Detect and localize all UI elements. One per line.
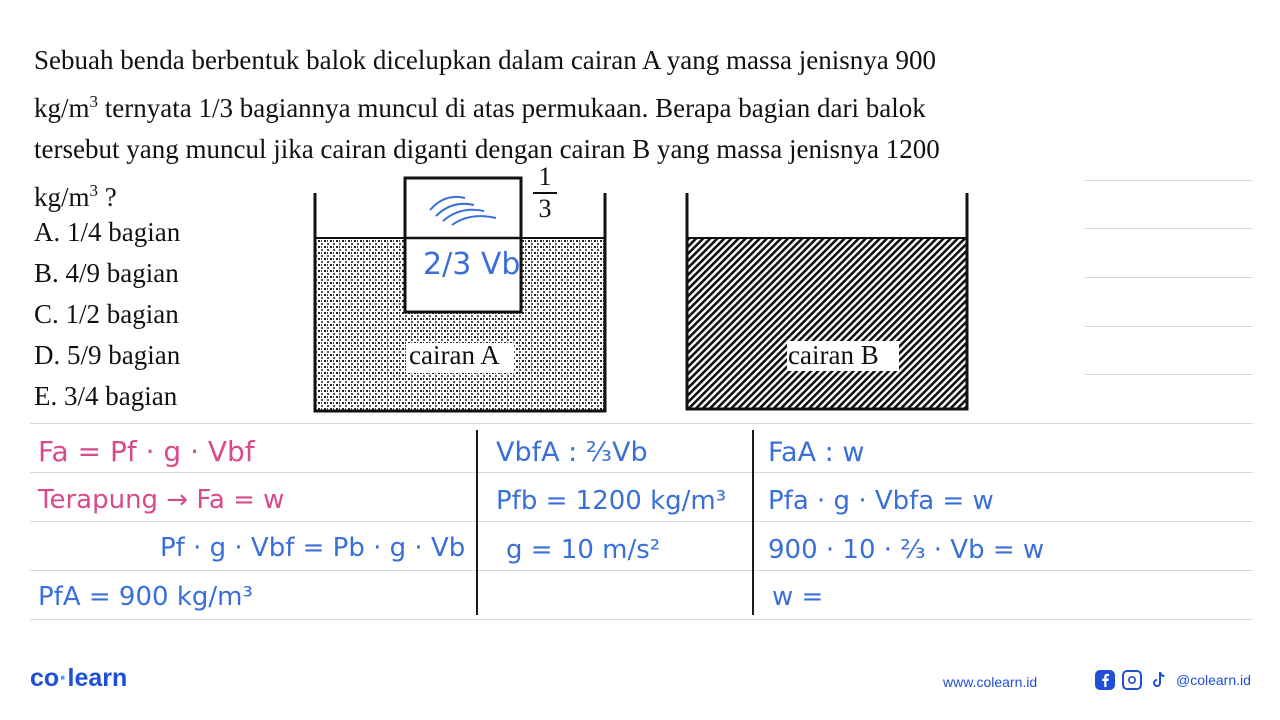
logo-learn: learn [67,664,128,692]
instagram-icon[interactable] [1122,670,1142,690]
column-divider-2 [752,430,754,615]
note-rule [30,570,1253,571]
fraction-one-third [533,163,557,223]
fraction-denominator: 3 [538,194,552,223]
answer-options [34,212,180,417]
unit-exponent-2: 3 [89,181,99,200]
logo-dot: · [59,664,68,692]
note-rule [1085,228,1253,229]
fraction-numerator: 1 [538,162,552,191]
note-rule [1085,374,1253,375]
block-volume-label: 2/3 Vb [423,247,521,282]
question-line-4-rest: ? [98,182,117,212]
liquid-b-label: cairan B [788,340,879,370]
option-d[interactable]: D. 5/9 bagian [34,340,181,370]
column-divider-1 [476,430,478,615]
option-c[interactable]: C. 1/2 bagian [34,299,179,329]
option-a[interactable]: A. 1/4 bagian [34,217,181,247]
unit-kg-m3-2: kg/m [34,182,90,212]
note-right-4: w = [772,582,824,612]
colearn-logo[interactable] [30,664,127,693]
social-links [1095,670,1251,690]
liquid-a-label: cairan A [409,340,500,370]
note-left-1: Fa = Pf · g · Vbf [38,435,255,468]
note-rule [30,521,1253,522]
unit-kg-m3: kg/m [34,93,90,123]
social-handle[interactable]: @colearn.id [1176,672,1251,688]
unit-exponent: 3 [89,92,99,111]
note-mid-1: VbfA : ²⁄₃Vb [496,437,648,468]
diagram-cairan-a [300,168,620,418]
note-right-3: 900 · 10 · ²⁄₃ · Vb = w [768,535,1045,565]
note-rule [30,619,1253,620]
option-e[interactable]: E. 3/4 bagian [34,381,178,411]
diagram-cairan-b [670,185,990,415]
note-mid-2: Pfb = 1200 kg/m³ [496,486,727,516]
website-link[interactable]: www.colearn.id [943,674,1038,690]
note-left-3: Pf · g · Vbf = Pb · g · Vb [160,533,466,563]
note-mid-3: g = 10 m/s² [506,535,661,565]
question-line-3: tersebut yang muncul jika cairan diganti dengan cairan B yang massa jenisnya 1200 [34,134,940,164]
note-rule [30,472,1253,473]
liquid-b [687,238,967,409]
facebook-icon[interactable] [1095,670,1115,690]
note-rule [1085,277,1253,278]
note-rule [1085,180,1253,181]
note-rule [30,423,1253,424]
question-line-2-rest: ternyata 1/3 bagiannya muncul di atas permukaan. Berapa bagian dari balok [98,93,926,123]
note-right-1: FaA : w [768,437,865,468]
note-left-4: PfA = 900 kg/m³ [38,582,253,612]
question-line-2 [34,81,1084,129]
option-b[interactable]: B. 4/9 bagian [34,258,179,288]
question-line-1: Sebuah benda berbentuk balok dicelupkan dalam cairan A yang massa jenisnya 900 [34,45,936,75]
note-rule [1085,326,1253,327]
note-left-2: Terapung → Fa = w [38,485,285,515]
note-right-2: Pfa · g · Vbfa = w [768,486,994,516]
tiktok-icon[interactable] [1149,670,1169,690]
logo-co: co [30,664,60,692]
